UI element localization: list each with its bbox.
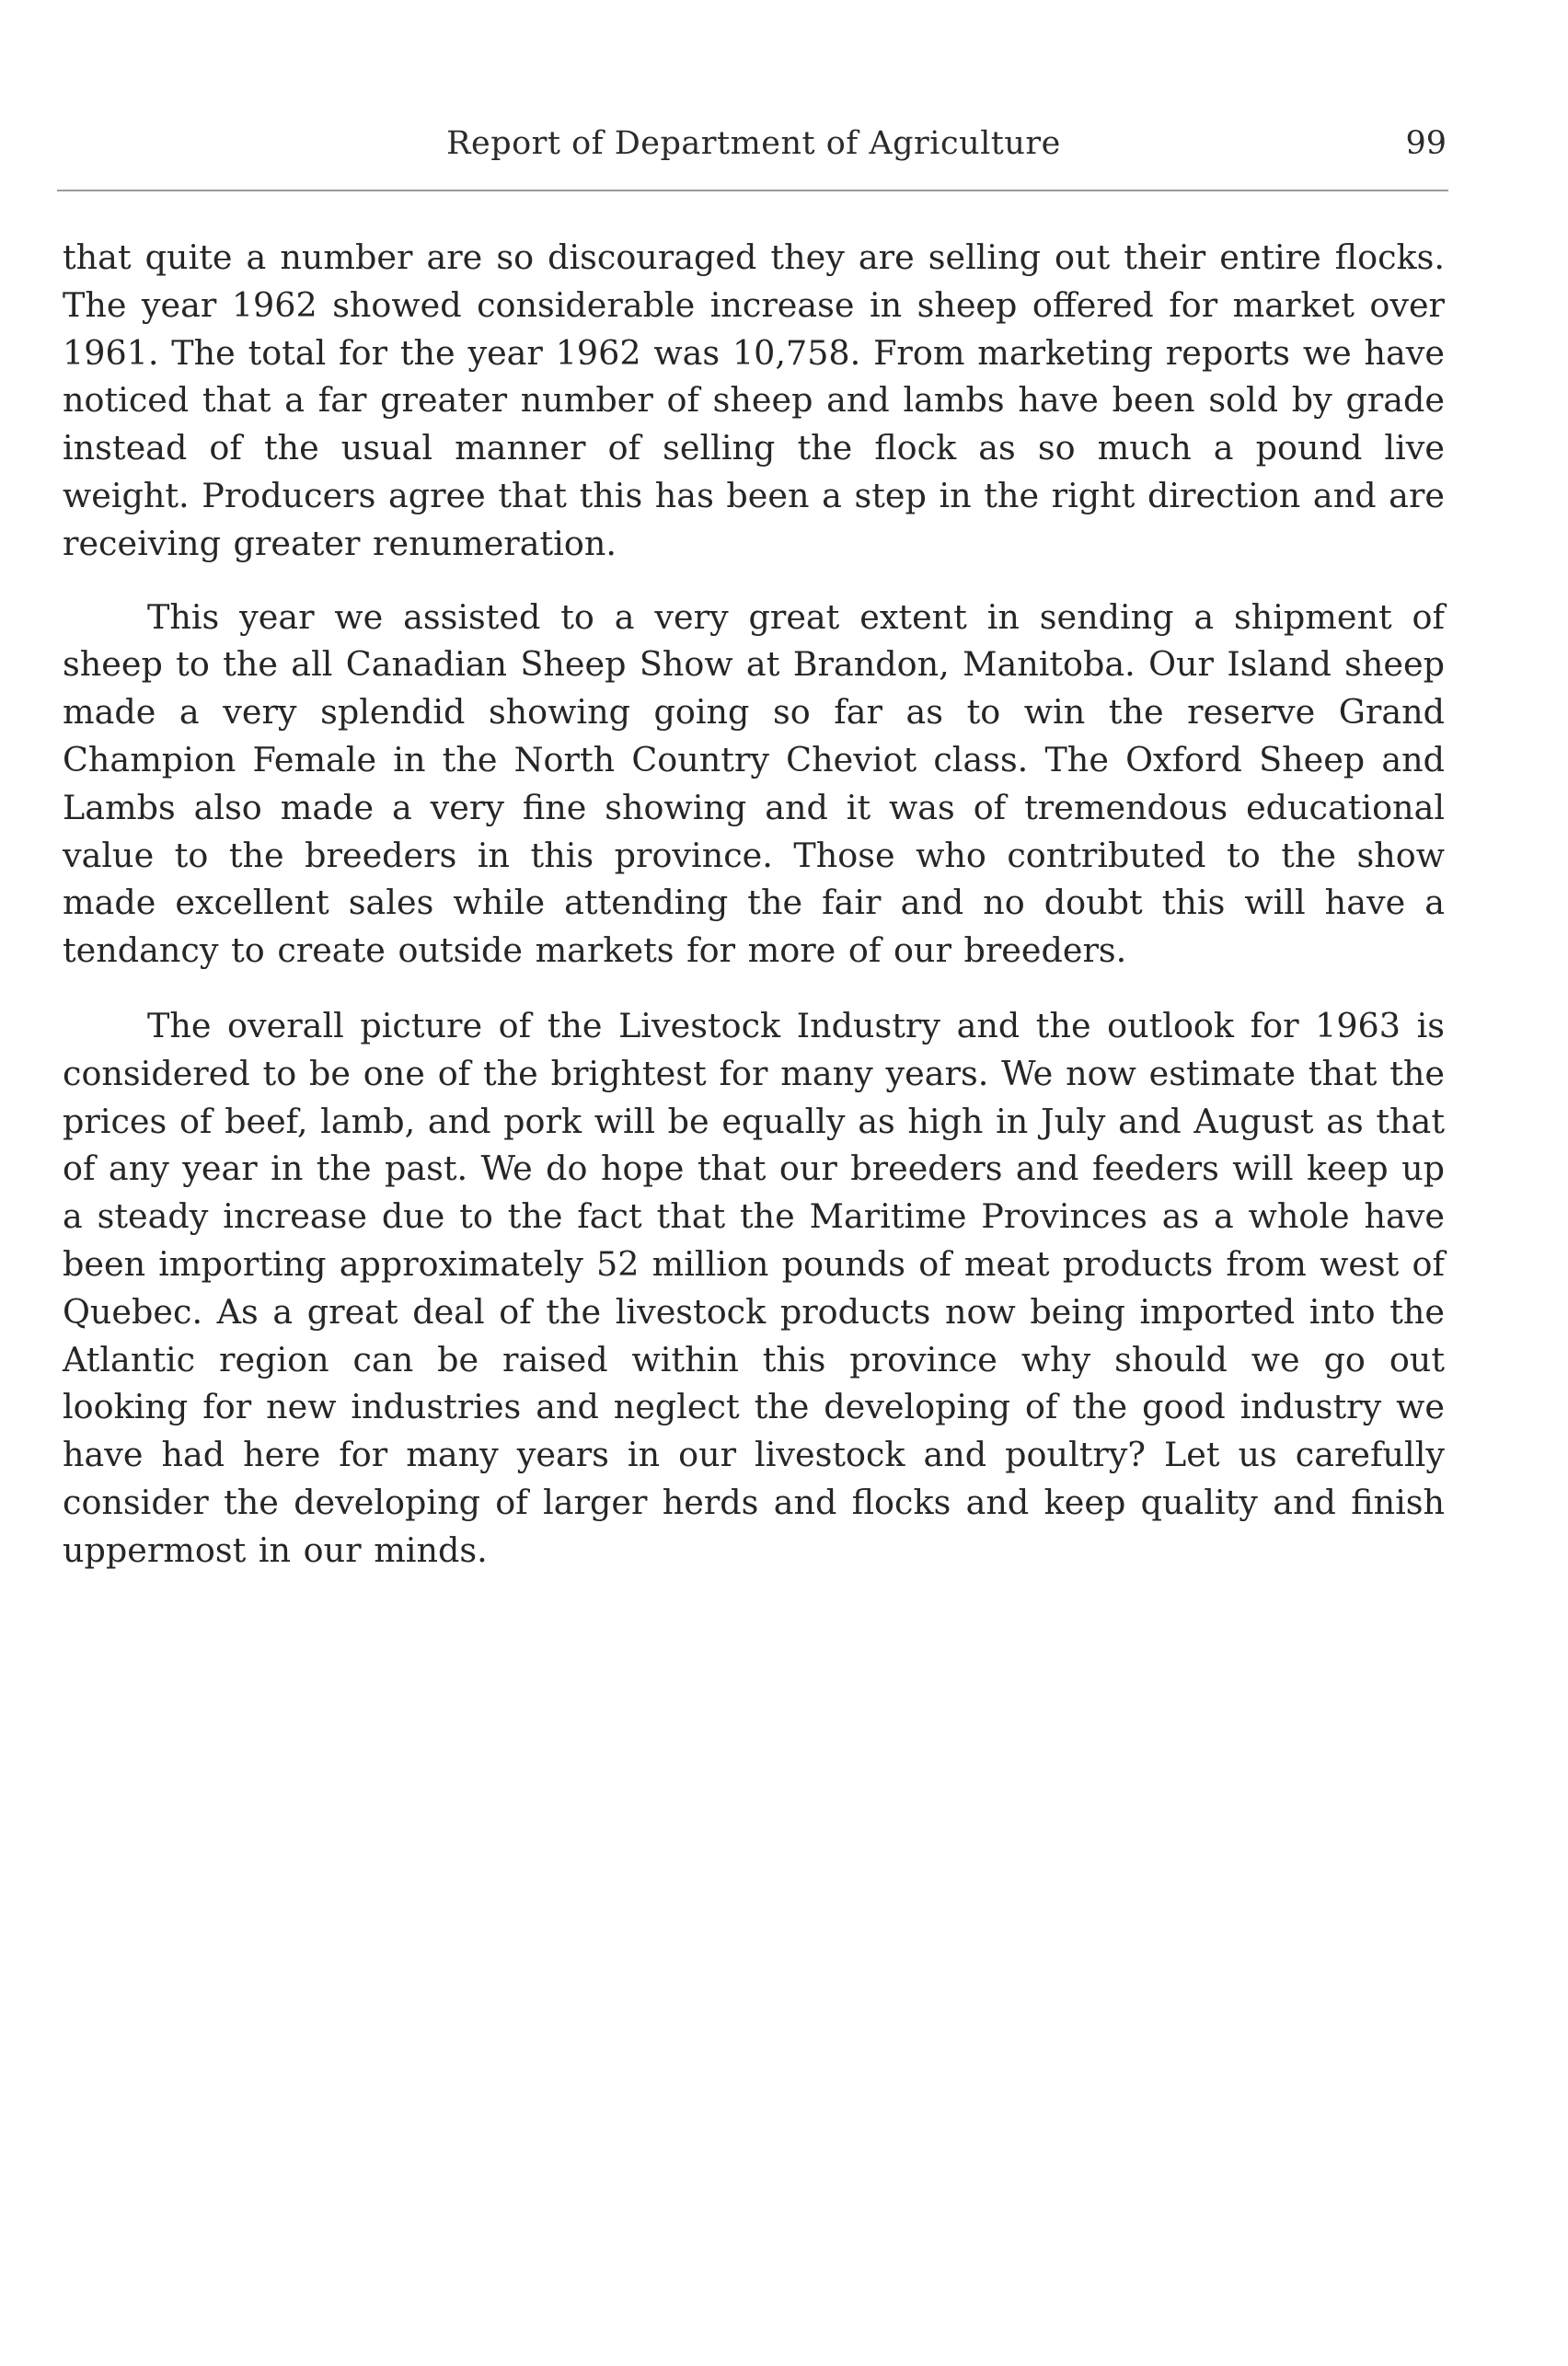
header-rule [57, 190, 1448, 191]
page-header [61, 125, 1447, 180]
page-number: 99 [1405, 125, 1447, 162]
paragraph-2: This year we assisted to a very great extent in sending a shipment of sheep to the all Canadian Sheep Show at Brandon, Manitoba. Our Island sheep made a very splendid showing going so far as to win the reserve Grand Champion Female in the North Country Cheviot class. The Oxford Sheep and Lambs also made a very fine showing and it was of tremendous educational value to the breeders in this province. Those who contributed to the show made excellent sales while attending the fair and no doubt this will have a tendancy to create outside markets for more of our breeders. [63, 596, 1445, 971]
running-title: Report of Department of Agriculture [446, 125, 1061, 162]
paragraph-3: The overall picture of the Livestock Industry and the outlook for 1963 is considered to be one of the brightest for many years. We now estimate that the prices of beef, lamb, and pork will be equally as high in July and August as that of any year in the past. We do hope that our breeders and feeders will keep up a steady increase due to the fact that the Maritime Provinces as a whole have been importing approximately 52 million pounds of meat products from west of Quebec. As a great deal of the livestock products now being imported into the Atlantic region can be raised within this province why should we go out looking for new industries and neglect the developing of the good industry we have had here for many years in our livestock and poultry? Let us carefully consider the developing of larger herds and flocks and keep quality and finish uppermost in our minds. [63, 1005, 1445, 1570]
body-text [63, 234, 1445, 1575]
paragraph-1: that quite a number are so discouraged they are selling out their entire flocks. The year 1962 showed considerable increase in sheep offered for market over 1961. The total for the year 1962 was 10,758. From marketing reports we have noticed that a far greater number of sheep and lambs have been sold by grade instead of the usual manner of selling the flock as so much a pound live weight. Producers agree that this has been a step in the right direction and are receiving greater renumeration. [63, 237, 1445, 563]
